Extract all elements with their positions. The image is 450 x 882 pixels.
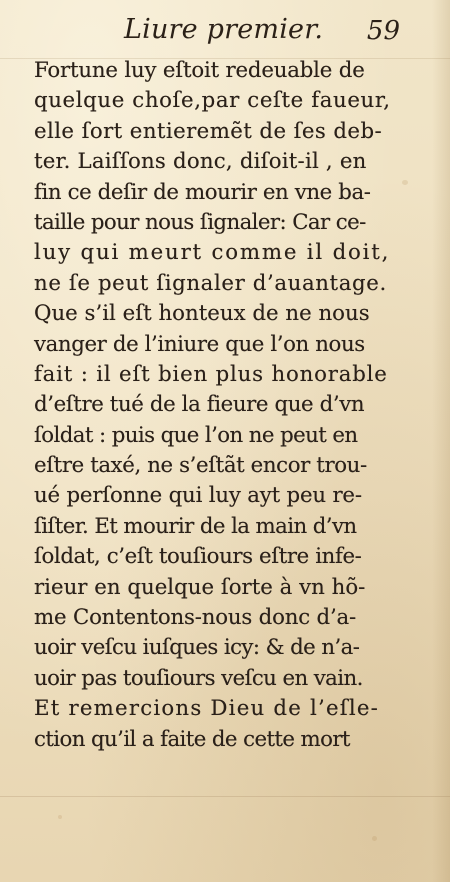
text-line: eſtre taxé, ne s’eſtãt encor trou- bbox=[34, 453, 367, 479]
text-line: uoir veſcu iuſques icy: & de n’a- bbox=[34, 635, 360, 661]
foxing-spot bbox=[372, 836, 377, 841]
page-header bbox=[124, 12, 414, 52]
text-line: fin ce deſir de mourir en vne ba- bbox=[34, 179, 371, 205]
text-line: ction qu’il a faite de cette mort bbox=[34, 726, 350, 752]
page-edge-shadow bbox=[432, 0, 450, 882]
text-line: vanger de l’iniure que l’on nous bbox=[34, 331, 365, 357]
body-text bbox=[34, 56, 418, 755]
text-line: Et remercions Dieu de l’eſle- bbox=[34, 696, 380, 722]
foxing-spot bbox=[58, 815, 62, 819]
text-line: ſoldat : puis que l’on ne peut en bbox=[34, 422, 358, 448]
text-line: elle ſort entieremẽt de ſes deb- bbox=[34, 118, 383, 144]
page-crease-bottom bbox=[0, 796, 450, 797]
text-line: quelque choſe,par ceſte faueur, bbox=[34, 88, 391, 114]
text-line: ſoldat, c’eſt touſiours eſtre infe- bbox=[34, 544, 362, 570]
text-line: me Contentons-nous donc d’a- bbox=[34, 605, 357, 631]
text-line: ſiſter. Et mourir de la main d’vn bbox=[34, 513, 357, 539]
text-line: ne ſe peut ſignaler d’auantage. bbox=[34, 270, 387, 296]
text-line: luy qui meurt comme il doit, bbox=[34, 240, 391, 266]
text-line: rieur en quelque ſorte à vn hõ- bbox=[34, 574, 366, 600]
text-line: Que s’il eſt honteux de ne nous bbox=[34, 301, 370, 327]
text-line: d’eſtre tué de la fieure que d’vn bbox=[34, 392, 365, 418]
running-title: Liure premier. bbox=[124, 14, 324, 45]
text-line: taille pour nous ſignaler: Car ce- bbox=[34, 209, 366, 235]
page-number: 59 bbox=[366, 16, 400, 46]
text-line: ué perſonne qui luy ayt peu re- bbox=[34, 483, 362, 509]
text-line: ter. Laiſſons donc, diſoit-il , en bbox=[34, 149, 367, 175]
text-line: Fortune luy eſtoit redeuable de bbox=[34, 58, 365, 83]
text-line: fait : il eſt bien plus honorable bbox=[34, 361, 388, 387]
text-line: uoir pas touſiours veſcu en vain. bbox=[34, 665, 363, 691]
